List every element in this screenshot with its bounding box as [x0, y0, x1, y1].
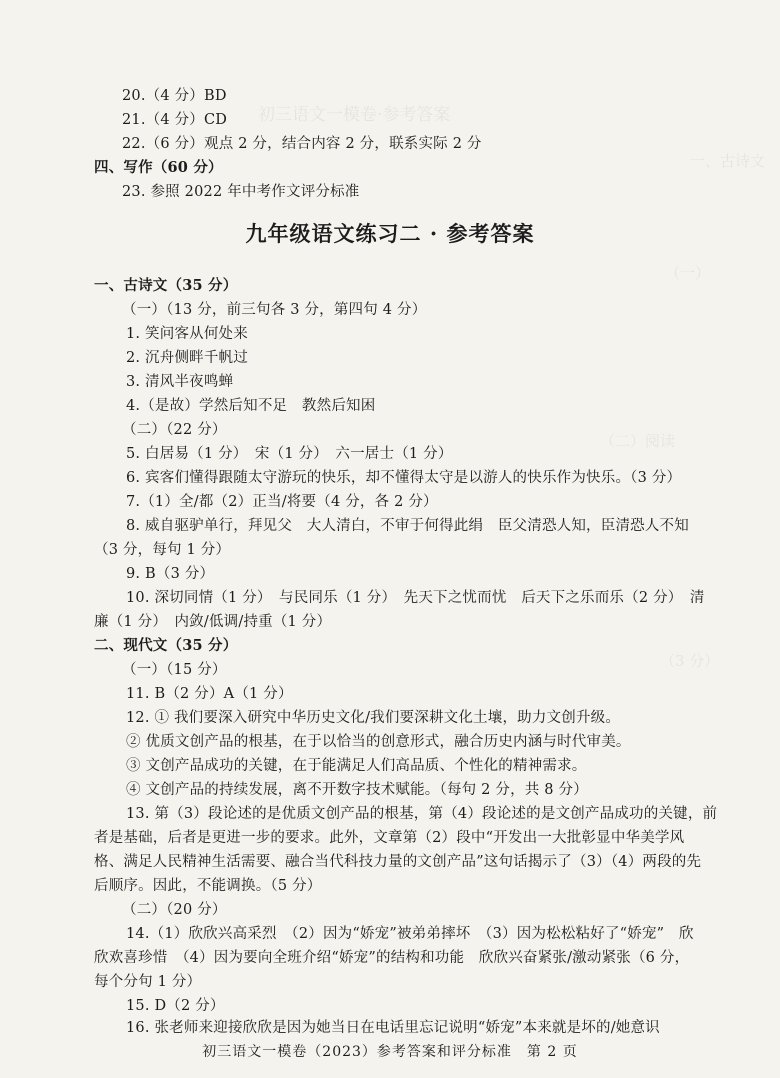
- answer-line: 13. 第（3）段论述的是优质文创产品的根基，第（4）段论述的是文创产品成功的关键，前: [126, 806, 718, 822]
- section-heading: 四、写作（60 分）: [94, 159, 223, 176]
- answer-line: 20.（4 分）BD: [122, 88, 227, 104]
- answer-line: 格、满足人民精神生活需要、融合当代科技力量的文创产品”这句话揭示了（3）（4）两段的先: [94, 854, 702, 870]
- answer-line: 16. 张老师来迎接欣欣是因为她当日在电话里忘记说明“娇宠”本来就是坏的/她意识: [126, 1020, 660, 1036]
- subsection-heading: （二）（20 分）: [122, 902, 227, 918]
- answer-line: 3. 清风半夜鸣蝉: [126, 374, 234, 390]
- answer-line: 7.（1）全/都（2）正当/将要（4 分，各 2 分）: [126, 494, 438, 510]
- answer-line: ③ 文创产品成功的关键，在于能满足人们高品质、个性化的精神需求。: [126, 758, 587, 774]
- subsection-heading: （一）（15 分）: [122, 662, 227, 678]
- answer-line: 5. 白居易（1 分） 宋（1 分） 六一居士（1 分）: [126, 446, 453, 462]
- section-heading: 二、现代文（35 分）: [94, 637, 238, 654]
- bleed-through-text: （一）: [665, 264, 711, 282]
- bleed-through-text: 一、古诗文: [690, 152, 766, 170]
- answer-line: 欣欢喜珍惜 （4）因为要向全班介绍“娇宠”的结构和功能 欣欣兴奋紧张/激动紧张（6 分，: [94, 950, 690, 966]
- answer-line: 6. 宾客们懂得跟随太守游玩的快乐，却不懂得太守是以游人的快乐作为快乐。（3 分）: [126, 470, 682, 486]
- answer-line: 14.（1）欣欣兴高采烈 （2）因为“娇宠”被弟弟摔坏 （3）因为松松粘好了“娇宠” 欣: [126, 926, 694, 942]
- answer-line: 每个分句 1 分）: [94, 974, 202, 990]
- bleed-through-text: （3 分）: [660, 652, 720, 670]
- section-heading: 一、古诗文（35 分）: [94, 277, 238, 294]
- answer-line: 9. B（3 分）: [126, 566, 215, 582]
- answer-line: 4.（是故）学然后知不足 教然后知困: [126, 398, 376, 414]
- answer-line: 8. 威自驱驴单行，拜见父 大人清白，不审于何得此绢 臣父清恐人知，臣清恐人不知: [126, 518, 689, 534]
- answer-line: 12. ① 我们要深入研究中华历史文化/我们要深耕文化土壤，助力文创升级。: [126, 710, 621, 726]
- subsection-heading: （一）（13 分，前三句各 3 分，第四句 4 分）: [122, 302, 427, 318]
- bleed-through-text: 初三语文一模卷·参考答案: [258, 105, 451, 125]
- page-title: 九年级语文练习二 · 参考答案: [245, 221, 535, 246]
- answer-line: 10. 深切同情（1 分） 与民同乐（1 分） 先天下之忧而忧 后天下之乐而乐（2 分） 清: [126, 590, 705, 606]
- answer-line: 者是基础，后者是更进一步的要求。此外，文章第（2）段中“开发出一大批彰显中华美学风: [94, 830, 685, 846]
- answer-line: 2. 沉舟侧畔千帆过: [126, 350, 248, 366]
- bleed-through-text: （二）阅读: [600, 432, 676, 450]
- answer-line: 15. D（2 分）: [126, 998, 225, 1014]
- answer-line: 23. 参照 2022 年中考作文评分标准: [122, 184, 360, 200]
- subsection-heading: （二）（22 分）: [122, 422, 227, 438]
- answer-line: 21.（4 分）CD: [122, 112, 228, 128]
- page-footer: 初三语文一模卷（2023）参考答案和评分标准 第 2 页: [202, 1044, 578, 1060]
- answer-line: 廉（1 分） 内敛/低调/持重（1 分）: [94, 614, 332, 630]
- answer-line: （3 分，每句 1 分）: [94, 542, 231, 558]
- answer-line: 22.（6 分）观点 2 分，结合内容 2 分，联系实际 2 分: [122, 136, 482, 152]
- answer-line: ④ 文创产品的持续发展，离不开数字技术赋能。（每句 2 分，共 8 分）: [126, 782, 588, 798]
- answer-line: ② 优质文创产品的根基，在于以恰当的创意形式，融合历史内涵与时代审美。: [126, 734, 631, 750]
- answer-line: 1. 笑问客从何处来: [126, 326, 248, 342]
- answer-line: 后顺序。因此，不能调换。（5 分）: [94, 878, 322, 894]
- answer-line: 11. B（2 分）A（1 分）: [126, 686, 293, 702]
